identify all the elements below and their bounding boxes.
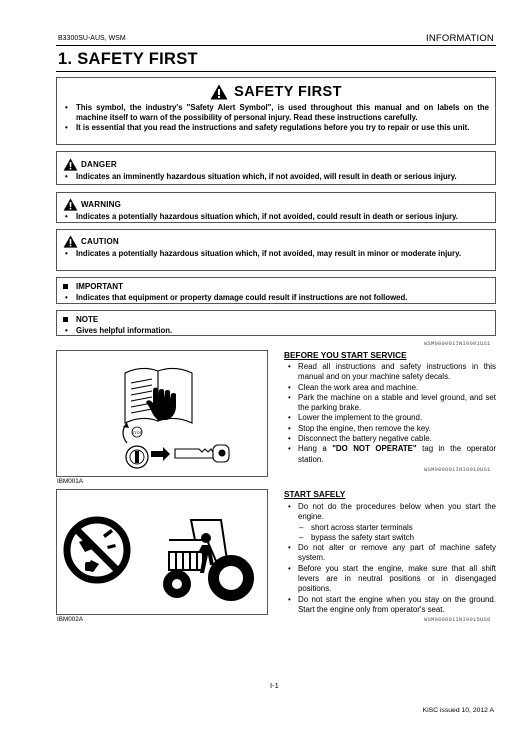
before-start-item: • Read all instructions and safety instructions in this manual and on your machine safety decals. (287, 362, 496, 383)
doc-code-start-safely: WSM000001INI0015US0 (424, 616, 491, 623)
caution-text: • Indicates a potentially hazardous situation which, if not avoided, may result in minor or moderate injury. (57, 249, 489, 259)
header-rule (56, 45, 496, 46)
before-start-item: • Clean the work area and machine. (287, 383, 496, 393)
start-safely-title: START SAFELY (284, 489, 346, 499)
danger-label: DANGER (81, 159, 117, 169)
safety-alert-icon (210, 84, 228, 100)
safety-first-box (56, 77, 496, 145)
issue-info: KiSC issued 10, 2012 A (422, 707, 494, 714)
safety-item-1: • This symbol, the industry's "Safety Alert Symbol", is used throughout this manual and on labels on the machine itself to warn of the possibility of personal injury. Read these instructions carefully. (57, 103, 489, 123)
start-safely-subitem: – short across starter terminals (287, 523, 496, 533)
warning-text: • Indicates a potentially hazardous situation which, if not avoided, could result in death or serious injury. (57, 212, 489, 222)
note-text: • Gives helpful information. (57, 326, 489, 336)
hang-suffix: tag in the operator station. (298, 444, 496, 464)
start-safely-subitem: – bypass the safety start switch (287, 533, 496, 543)
doc-code-before-start: WSM000001INI0010US1 (424, 466, 491, 473)
safety-item-2: • It is essential that you read the instructions and safety regulations before you try to repair or use this unit. (57, 123, 489, 133)
warning-box (56, 192, 496, 223)
before-start-item: • Lower the implement to the ground. (287, 413, 496, 423)
important-square-icon (63, 284, 68, 289)
before-start-item: • Park the machine on a stable and level ground, and set the parking brake. (287, 393, 496, 414)
before-start-item: • Disconnect the battery negative cable. (287, 434, 496, 444)
figure-ibm001a (56, 350, 268, 477)
warning-alert-icon (63, 198, 78, 211)
hang-prefix: Hang a (298, 444, 333, 454)
danger-box (56, 151, 496, 185)
page-title: 1. SAFETY FIRST (58, 50, 198, 68)
doc-code-top: WSM000001INI0001US1 (424, 340, 491, 347)
arrow-right-icon (151, 447, 170, 461)
start-safely-item: • Before you start the engine, make sure that all shift levers are in neutral positions or in disengaged positions. (287, 564, 496, 595)
do-not-operate-tag: "DO NOT OPERATE" (332, 444, 417, 454)
section-name: INFORMATION (426, 33, 494, 44)
before-start-title: BEFORE YOU START SERVICE (284, 350, 407, 360)
figure-label-ibm002a: IBM002A (57, 616, 83, 623)
key-icon (175, 445, 229, 462)
danger-text: • Indicates an imminently hazardous situation which, if not avoided, will result in death or serious injury. (57, 172, 489, 182)
important-text: • Indicates that equipment or property damage could result if instructions are not followed. (57, 293, 489, 303)
no-bypass-start-illustration (57, 490, 267, 614)
danger-alert-icon (63, 158, 78, 171)
note-box (56, 310, 496, 336)
ignition-switch-icon (126, 446, 148, 468)
title-rule (56, 71, 496, 72)
start-safely-item: • Do not alter or remove any part of machine safety system. (287, 543, 496, 564)
caution-box (56, 229, 496, 271)
note-square-icon (63, 317, 68, 322)
manual-code: B3300SU-AUS, WSM (58, 35, 126, 42)
caution-alert-icon (63, 235, 78, 248)
safety-first-heading-text: SAFETY FIRST (234, 83, 342, 100)
before-start-list (287, 362, 496, 465)
warning-label: WARNING (81, 199, 122, 209)
important-box (56, 277, 496, 304)
important-label: IMPORTANT (76, 282, 123, 291)
figure-ibm002a (56, 489, 268, 615)
manual-and-key-illustration (57, 351, 267, 476)
prohibition-sign-icon (67, 520, 127, 580)
start-safely-list (287, 502, 496, 615)
safety-first-heading (57, 81, 495, 102)
figure-label-ibm001a: IBM001A (57, 478, 83, 485)
before-start-item-hang-tag (287, 444, 496, 465)
stop-text: STOP (131, 430, 143, 435)
tractor-icon (164, 520, 253, 600)
before-start-item: • Stop the engine, then remove the key. (287, 424, 496, 434)
note-label: NOTE (76, 315, 99, 324)
caution-label: CAUTION (81, 236, 119, 246)
start-safely-item: • Do not start the engine when you stay on the ground. Start the engine only from operator's seat. (287, 595, 496, 616)
start-safely-item: • Do not do the procedures below when you start the engine. (287, 502, 496, 523)
stop-symbol-icon (132, 427, 143, 437)
page-number: I-1 (270, 681, 279, 690)
